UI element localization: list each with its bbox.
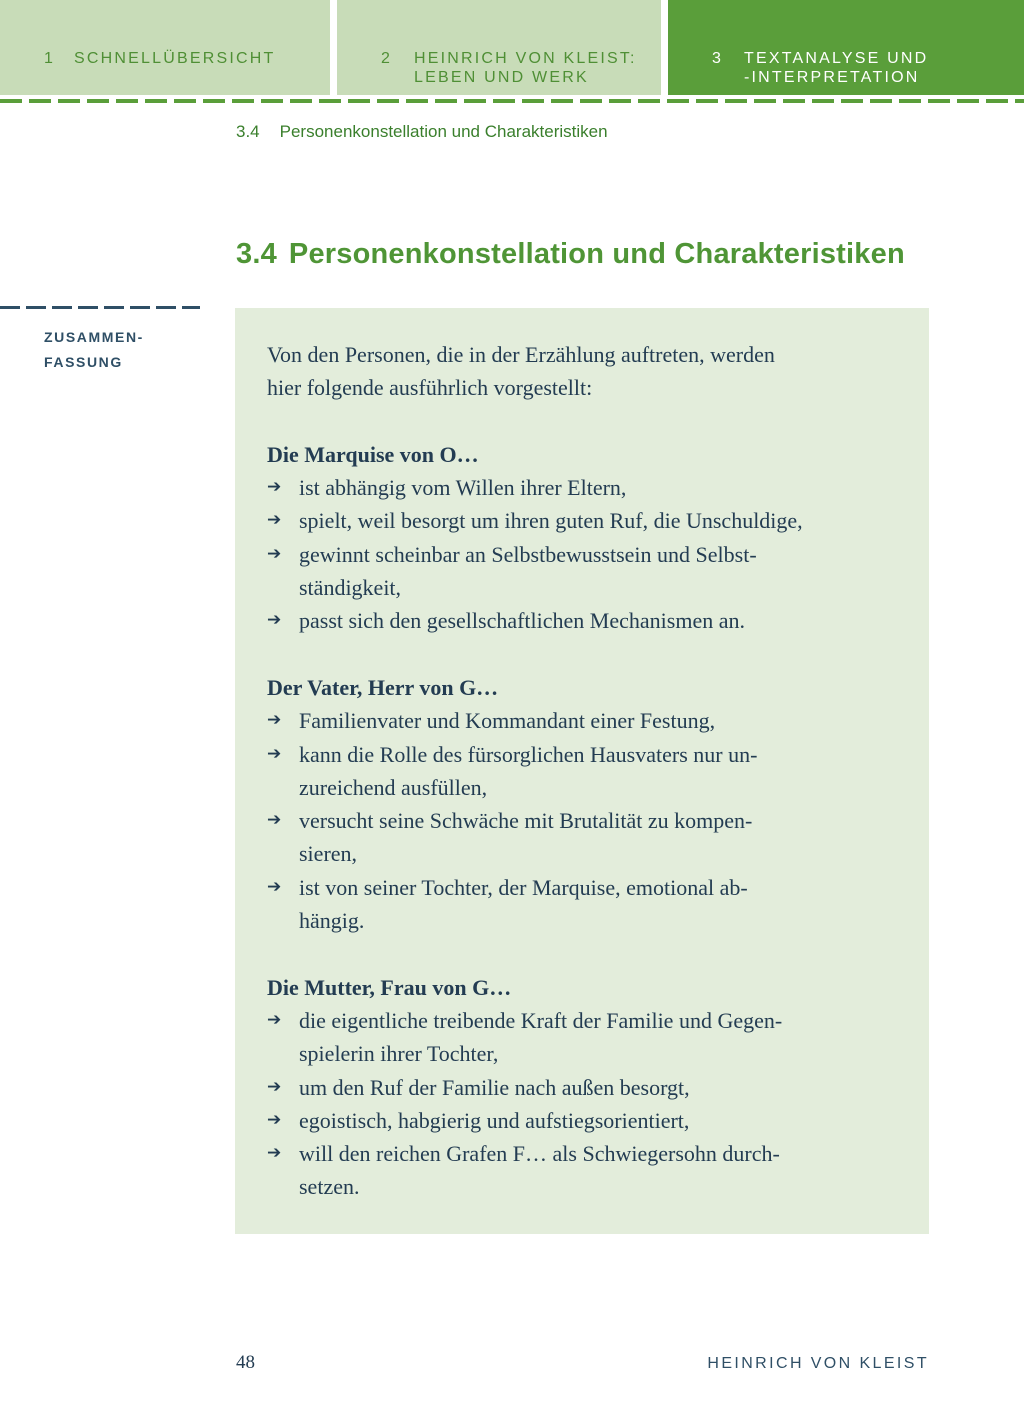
trait-item (267, 804, 907, 871)
trait-text-line: Familienvater und Kommandant einer Festung, (299, 708, 716, 734)
trait-text-line: sieren, (299, 841, 358, 867)
arrow-right-icon: ➔ (267, 510, 282, 531)
trait-text-line: spielerin ihrer Tochter, (299, 1041, 499, 1067)
trait-text-line: passt sich den gesellschaftlichen Mechanismen an. (299, 608, 745, 634)
trait-item (267, 871, 907, 938)
trait-text-line: ist abhängig vom Willen ihrer Eltern, (299, 475, 627, 501)
trait-item (267, 1104, 907, 1137)
title-text: Personenkonstellation und Charakteristiken (288, 238, 905, 270)
tab-leben-und-werk[interactable] (337, 0, 661, 95)
trait-item (267, 538, 907, 605)
tab-textanalyse[interactable] (668, 0, 1024, 95)
trait-text-line: hängig. (299, 908, 365, 934)
trait-text-line: kann die Rolle des fürsorglichen Hausvaters nur un- (299, 741, 758, 767)
tab-label: SCHNELLÜBERSICHT (74, 50, 276, 67)
person-name: Die Mutter, Frau von G… (267, 974, 512, 1000)
chapter-tabs (0, 0, 1024, 95)
arrow-right-icon: ➔ (267, 543, 282, 564)
person-name: Der Vater, Herr von G… (267, 674, 499, 700)
trait-text-line: will den reichen Grafen F… als Schwiegersohn durch- (299, 1141, 780, 1167)
running-head-title: Personenkonstellation und Charakteristiken (279, 122, 608, 141)
tab-label: TEXTANALYSE UND -INTERPRETATION (744, 50, 929, 86)
trait-item (267, 1137, 907, 1204)
trait-text-line: um den Ruf der Familie nach außen besorgt, (299, 1074, 690, 1100)
summary-intro (267, 338, 907, 405)
arrow-right-icon: ➔ (267, 1109, 282, 1130)
page-title (236, 238, 905, 271)
tab-number: 3 (712, 50, 724, 67)
trait-list (267, 471, 907, 637)
intro-line: Von den Personen, die in der Erzählung auftreten, werden (267, 342, 775, 367)
trait-item (267, 704, 907, 737)
person-section (267, 438, 907, 638)
person-section (267, 671, 907, 937)
title-section-number: 3.4 (236, 238, 277, 270)
arrow-right-icon: ➔ (267, 610, 282, 631)
trait-item (267, 1004, 907, 1071)
arrow-right-icon: ➔ (267, 477, 282, 498)
tab-schnelluebersicht[interactable] (0, 0, 330, 95)
arrow-right-icon: ➔ (267, 743, 282, 764)
trait-text-line: versucht seine Schwäche mit Brutalität zu kompen- (299, 808, 753, 834)
margin-label: ZUSAMMEN- FASSUNG (44, 329, 144, 370)
running-head-section: 3.4 (236, 122, 260, 141)
person-list (267, 438, 907, 1204)
trait-list (267, 1004, 907, 1204)
trait-item (267, 504, 907, 537)
tab-label: HEINRICH VON KLEIST: LEBEN UND WERK (414, 50, 637, 86)
margin-dashed-divider (0, 306, 200, 309)
tab-number: 1 (44, 50, 56, 67)
person-section (267, 971, 907, 1204)
summary-content (267, 338, 907, 1204)
trait-text-line: ständigkeit, (299, 575, 402, 601)
trait-text-line: spielt, weil besorgt um ihren guten Ruf, die Unschuldige, (299, 508, 803, 534)
trait-item (267, 738, 907, 805)
trait-text-line: zureichend ausfüllen, (299, 774, 488, 800)
arrow-right-icon: ➔ (267, 810, 282, 831)
person-name: Die Marquise von O… (267, 441, 479, 467)
footer-author: HEINRICH VON KLEIST (707, 1355, 929, 1372)
trait-text-line: setzen. (299, 1174, 360, 1200)
trait-list (267, 704, 907, 937)
intro-line: hier folgende ausführlich vorgestellt: (267, 375, 593, 401)
arrow-right-icon: ➔ (267, 876, 282, 897)
arrow-right-icon: ➔ (267, 710, 282, 731)
trait-text-line: gewinnt scheinbar an Selbstbewusstsein und Selbst- (299, 541, 757, 567)
running-head (236, 122, 608, 142)
header-dashed-divider (0, 99, 1024, 103)
arrow-right-icon: ➔ (267, 1143, 282, 1164)
arrow-right-icon: ➔ (267, 1009, 282, 1030)
arrow-right-icon: ➔ (267, 1076, 282, 1097)
tab-number: 2 (381, 50, 393, 67)
trait-item (267, 471, 907, 504)
trait-item (267, 604, 907, 637)
trait-text-line: ist von seiner Tochter, der Marquise, emotional ab- (299, 874, 748, 900)
page-number: 48 (236, 1352, 255, 1373)
trait-text-line: egoistisch, habgierig und aufstiegsorientiert, (299, 1107, 690, 1133)
trait-text-line: die eigentliche treibende Kraft der Familie und Gegen- (299, 1007, 783, 1033)
trait-item (267, 1071, 907, 1104)
